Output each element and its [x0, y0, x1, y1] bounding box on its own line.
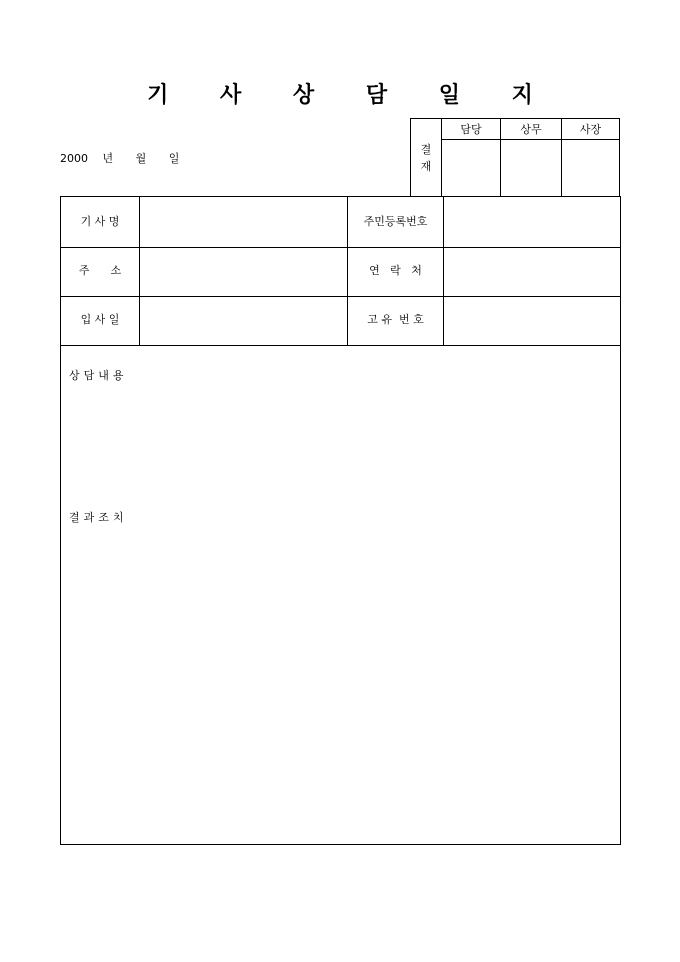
approval-side-label-2: 재 — [420, 159, 432, 173]
label-resident-number: 주민등록번호 — [348, 197, 444, 247]
approval-sign-president[interactable] — [562, 140, 620, 197]
label-contact: 연 락 처 — [348, 246, 444, 296]
field-resident-number[interactable] — [444, 197, 620, 247]
date-year-unit: 년 — [102, 152, 114, 165]
form-row-hire-date — [61, 295, 620, 346]
page-title: 기 사 상 담 일 지 — [147, 82, 555, 108]
approval-box — [410, 118, 620, 197]
section-consult-label: 상담내용 — [69, 369, 128, 382]
form-row-name — [61, 197, 620, 248]
label-hire-date: 입 사 일 — [61, 295, 140, 345]
date-day-unit: 일 — [168, 152, 180, 165]
date-year: 2000 — [60, 152, 88, 165]
field-address[interactable] — [140, 246, 348, 296]
approval-sign-manager[interactable] — [442, 140, 501, 197]
approval-side-label-1: 결 — [420, 142, 432, 156]
section-result-label: 결과조치 — [69, 511, 128, 524]
field-unique-number[interactable] — [444, 295, 620, 345]
info-form — [60, 196, 621, 845]
label-unique-number: 고 유 번 호 — [348, 295, 444, 345]
field-driver-name[interactable] — [140, 197, 348, 247]
form-row-address — [61, 246, 620, 297]
approval-header-director: 상무 — [501, 119, 562, 140]
approval-side-label — [411, 119, 442, 197]
field-hire-date[interactable] — [140, 295, 348, 345]
label-driver-name: 기 사 명 — [61, 197, 140, 247]
field-contact[interactable] — [444, 246, 620, 296]
approval-header-president: 사장 — [562, 119, 620, 140]
approval-sign-director[interactable] — [501, 140, 562, 197]
label-address: 주 소 — [61, 246, 140, 296]
approval-header-manager: 담당 — [442, 119, 501, 140]
date-line — [60, 150, 190, 166]
date-month-unit: 월 — [135, 152, 147, 165]
